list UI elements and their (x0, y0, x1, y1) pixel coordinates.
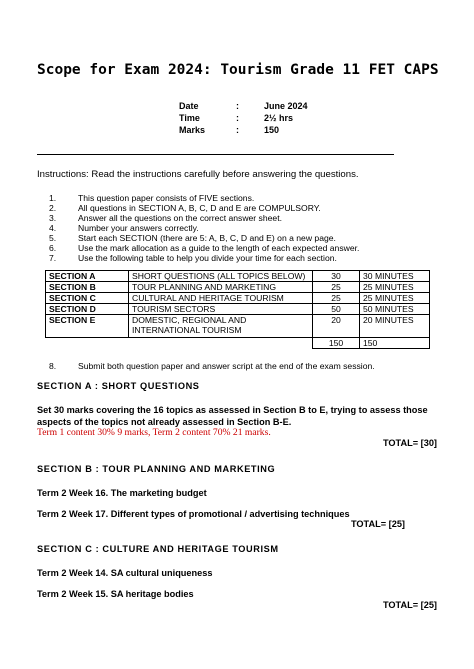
section-name-cell: SECTION D (46, 304, 129, 315)
total-marks-cell: 150 (313, 338, 360, 349)
section-time-cell: 20 MINUTES (360, 315, 430, 338)
section-marks-cell: 30 (313, 271, 360, 282)
instruction-number: 5. (49, 233, 57, 243)
section-a-note: Term 1 content 30% 9 marks, Term 2 content 70% 21 marks. (37, 427, 271, 438)
table-row (46, 304, 430, 315)
section-name-cell: SECTION E (46, 315, 129, 338)
section-topic-cell: CULTURAL AND HERITAGE TOURISM (129, 293, 313, 304)
section-marks-cell: 20 (313, 315, 360, 338)
meta-time-label: Time (179, 113, 200, 123)
meta-marks-sep: : (236, 125, 239, 135)
section-marks-cell: 25 (313, 293, 360, 304)
instruction-text: Use the following table to help you divide your time for each section. (78, 253, 337, 263)
table-total-row (46, 338, 430, 349)
meta-marks-value: 150 (264, 125, 280, 135)
table-row (46, 282, 430, 293)
section-time-cell: 25 MINUTES (360, 282, 430, 293)
meta-marks-label: Marks (179, 125, 206, 135)
blank-cell (46, 338, 129, 349)
meta-time-sep: : (236, 113, 239, 123)
section-b-item: Term 2 Week 16. The marketing budget (37, 488, 207, 498)
instruction-number: 8. (49, 361, 57, 371)
instruction-text: Submit both question paper and answer script at the end of the exam session. (78, 361, 375, 371)
section-c-heading: SECTION C : CULTURE AND HERITAGE TOURISM (37, 544, 279, 554)
meta-date-value: June 2024 (264, 101, 308, 111)
section-a-heading: SECTION A : SHORT QUESTIONS (37, 381, 200, 391)
instruction-number: 2. (49, 203, 57, 213)
section-topic-cell: SHORT QUESTIONS (ALL TOPICS BELOW) (129, 271, 313, 282)
table-row (46, 271, 430, 282)
meta-date-label: Date (179, 101, 199, 111)
instruction-text: Number your answers correctly. (78, 223, 199, 233)
section-time-cell: 30 MINUTES (360, 271, 430, 282)
blank-cell (129, 338, 313, 349)
section-time-table (45, 270, 430, 349)
instruction-text: All questions in SECTION A, B, C, D and E are COMPULSORY. (78, 203, 321, 213)
section-a-total: TOTAL= [30] (382, 438, 437, 448)
instruction-text: This question paper consists of FIVE sections. (78, 193, 255, 203)
section-topic-cell: DOMESTIC, REGIONAL AND INTERNATIONAL TOURISM (129, 315, 313, 338)
instruction-number: 3. (49, 213, 57, 223)
total-time-cell: 150 (360, 338, 430, 349)
section-a-body: Set 30 marks covering the 16 topics as assessed in Section B to E, trying to assess those aspects of the topics not already assessed in Section B-E. (37, 405, 428, 427)
section-topic-cell: TOUR PLANNING AND MARKETING (129, 282, 313, 293)
section-name-cell: SECTION A (46, 271, 129, 282)
instruction-text: Start each SECTION (there are 5: A, B, C, D and E) on a new page. (78, 233, 336, 243)
table-row (46, 315, 430, 338)
instruction-text: Answer all the questions on the correct answer sheet. (78, 213, 282, 223)
section-b-heading: SECTION B : TOUR PLANNING AND MARKETING (37, 464, 276, 474)
section-topic-cell: TOURISM SECTORS (129, 304, 313, 315)
section-b-total: TOTAL= [25] (350, 519, 405, 529)
instruction-number: 4. (49, 223, 57, 233)
meta-date-sep: : (236, 101, 239, 111)
instructions-heading: Instructions: Read the instructions carefully before answering the questions. (37, 169, 359, 180)
meta-time-value: 2½ hrs (264, 113, 294, 123)
instruction-number: 1. (49, 193, 57, 203)
section-b-item: Term 2 Week 17. Different types of promotional / advertising techniques (37, 509, 350, 519)
section-name-cell: SECTION C (46, 293, 129, 304)
section-name-cell: SECTION B (46, 282, 129, 293)
instruction-number: 6. (49, 243, 57, 253)
table-row (46, 293, 430, 304)
section-c-item: Term 2 Week 14. SA cultural uniqueness (37, 568, 213, 578)
instruction-text: Use the mark allocation as a guide to the length of each expected answer. (78, 243, 360, 253)
section-c-item: Term 2 Week 15. SA heritage bodies (37, 589, 194, 599)
section-c-total: TOTAL= [25] (382, 600, 437, 610)
document-title: Scope for Exam 2024: Tourism Grade 11 FET CAPS (37, 62, 439, 78)
section-marks-cell: 25 (313, 282, 360, 293)
divider-rule (37, 154, 394, 155)
section-time-cell: 25 MINUTES (360, 293, 430, 304)
section-time-cell: 50 MINUTES (360, 304, 430, 315)
instruction-number: 7. (49, 253, 57, 263)
section-marks-cell: 50 (313, 304, 360, 315)
